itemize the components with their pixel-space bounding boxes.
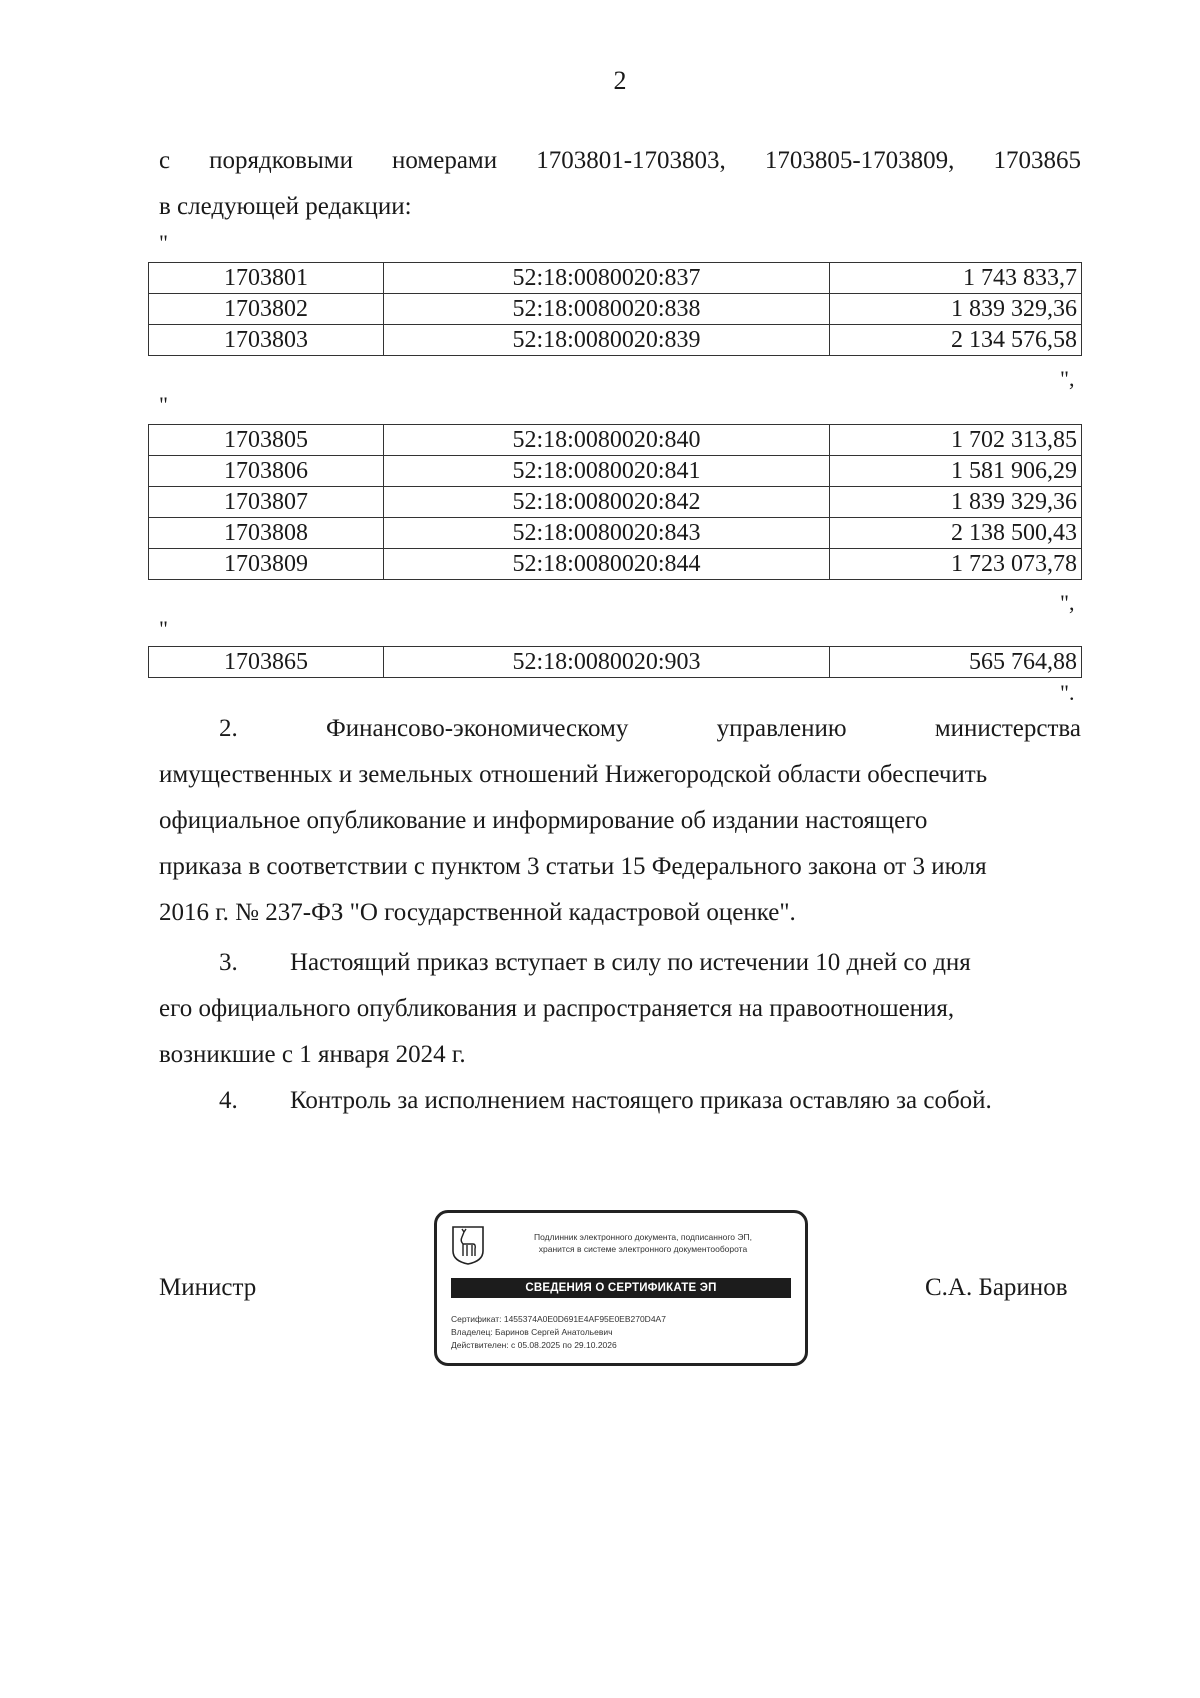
row-number: 1703809 bbox=[149, 549, 384, 580]
paragraph-number: 2. bbox=[219, 715, 238, 742]
row-number: 1703805 bbox=[149, 425, 384, 456]
stamp-note: Подлинник электронного документа, подписанного ЭП, хранится в системе электронного документооборота bbox=[534, 1232, 752, 1254]
e-signature-stamp bbox=[434, 1210, 808, 1366]
table-row bbox=[149, 294, 1082, 325]
paragraph-2-line-4: приказа в соответствии с пунктом 3 статьи 15 Федерального закона от 3 июля bbox=[159, 853, 987, 880]
table-2 bbox=[148, 424, 1082, 580]
paragraph-4-line-1: 4. Контроль за исполнением настоящего приказа оставляю за собой. bbox=[159, 1078, 1081, 1124]
cadastral-number: 52:18:0080020:843 bbox=[384, 518, 830, 549]
table-row bbox=[149, 263, 1082, 294]
table-row bbox=[149, 518, 1082, 549]
paragraph-4 bbox=[159, 1078, 1081, 1124]
paragraph-2 bbox=[159, 706, 1081, 936]
paragraph-3-line-3: возникшие с 1 января 2024 г. bbox=[159, 1041, 466, 1068]
row-number: 1703801 bbox=[149, 263, 384, 294]
intro-paragraph bbox=[159, 138, 1081, 230]
table-row bbox=[149, 647, 1082, 678]
cadastral-value: 1 723 073,78 bbox=[830, 549, 1082, 580]
table-row bbox=[149, 487, 1082, 518]
cadastral-value: 565 764,88 bbox=[830, 647, 1082, 678]
signatory-title: Министр bbox=[159, 1274, 257, 1301]
quote-open-3: " bbox=[159, 616, 168, 641]
table-row bbox=[149, 425, 1082, 456]
cadastral-number: 52:18:0080020:903 bbox=[384, 647, 830, 678]
table-3 bbox=[148, 646, 1082, 678]
row-number: 1703802 bbox=[149, 294, 384, 325]
paragraph-2-line-2: имущественных и земельных отношений Нижегородской области обеспечить bbox=[159, 761, 988, 788]
cadastral-number: 52:18:0080020:837 bbox=[384, 263, 830, 294]
signatory-name: С.А. Баринов bbox=[925, 1274, 1068, 1301]
row-number: 1703806 bbox=[149, 456, 384, 487]
quote-close-1: ", bbox=[1060, 366, 1075, 391]
cadastral-number: 52:18:0080020:842 bbox=[384, 487, 830, 518]
certificate-owner: Владелец: Баринов Сергей Анатольевич bbox=[451, 1327, 613, 1337]
paragraph-2-line-3: официальное опубликование и информирование об издании настоящего bbox=[159, 807, 928, 834]
cadastral-number: 52:18:0080020:844 bbox=[384, 549, 830, 580]
cadastral-value: 2 134 576,58 bbox=[830, 325, 1082, 356]
intro-line-1: с порядковыми номерами 1703801-1703803, 1703805-1703809, 1703865 bbox=[159, 147, 1081, 174]
table-row bbox=[149, 549, 1082, 580]
paragraph-3 bbox=[159, 940, 1081, 1078]
cadastral-value: 1 839 329,36 bbox=[830, 487, 1082, 518]
quote-close-3: ". bbox=[1060, 680, 1075, 705]
page-number: 2 bbox=[613, 66, 627, 95]
deer-emblem-icon bbox=[451, 1225, 485, 1265]
cadastral-number: 52:18:0080020:838 bbox=[384, 294, 830, 325]
certificate-number: Сертификат: 1455374A0E0D691E4AF95E0EB270D4A7 bbox=[451, 1314, 666, 1324]
paragraph-2-line-5: 2016 г. № 237-ФЗ "О государственной кадастровой оценке". bbox=[159, 899, 796, 926]
cadastral-value: 1 581 906,29 bbox=[830, 456, 1082, 487]
table-row bbox=[149, 456, 1082, 487]
cadastral-number: 52:18:0080020:839 bbox=[384, 325, 830, 356]
paragraph-number: 4. bbox=[219, 1087, 238, 1114]
quote-close-2: ", bbox=[1060, 590, 1075, 615]
certificate-details bbox=[451, 1313, 666, 1352]
paragraph-3-line-1: 3. Настоящий приказ вступает в силу по истечении 10 дней со дня bbox=[159, 940, 1081, 986]
cadastral-number: 52:18:0080020:841 bbox=[384, 456, 830, 487]
cadastral-value: 1 702 313,85 bbox=[830, 425, 1082, 456]
row-number: 1703865 bbox=[149, 647, 384, 678]
row-number: 1703807 bbox=[149, 487, 384, 518]
table-1 bbox=[148, 262, 1082, 356]
cadastral-value: 1 839 329,36 bbox=[830, 294, 1082, 325]
table-row bbox=[149, 325, 1082, 356]
cadastral-value: 1 743 833,7 bbox=[830, 263, 1082, 294]
paragraph-number: 3. bbox=[219, 949, 238, 976]
intro-line-2: в следующей редакции: bbox=[159, 193, 412, 220]
cadastral-number: 52:18:0080020:840 bbox=[384, 425, 830, 456]
certificate-validity: Действителен: с 05.08.2025 по 29.10.2026 bbox=[451, 1340, 617, 1350]
row-number: 1703803 bbox=[149, 325, 384, 356]
quote-open-2: " bbox=[159, 392, 168, 417]
certificate-header: СВЕДЕНИЯ О СЕРТИФИКАТЕ ЭП bbox=[451, 1278, 791, 1298]
quote-open-1: " bbox=[159, 230, 168, 255]
row-number: 1703808 bbox=[149, 518, 384, 549]
paragraph-2-line-1: 2. Финансово-экономическому управлению министерства bbox=[219, 715, 1081, 742]
cadastral-value: 2 138 500,43 bbox=[830, 518, 1082, 549]
paragraph-3-line-2: его официального опубликования и распространяется на правоотношения, bbox=[159, 995, 955, 1022]
